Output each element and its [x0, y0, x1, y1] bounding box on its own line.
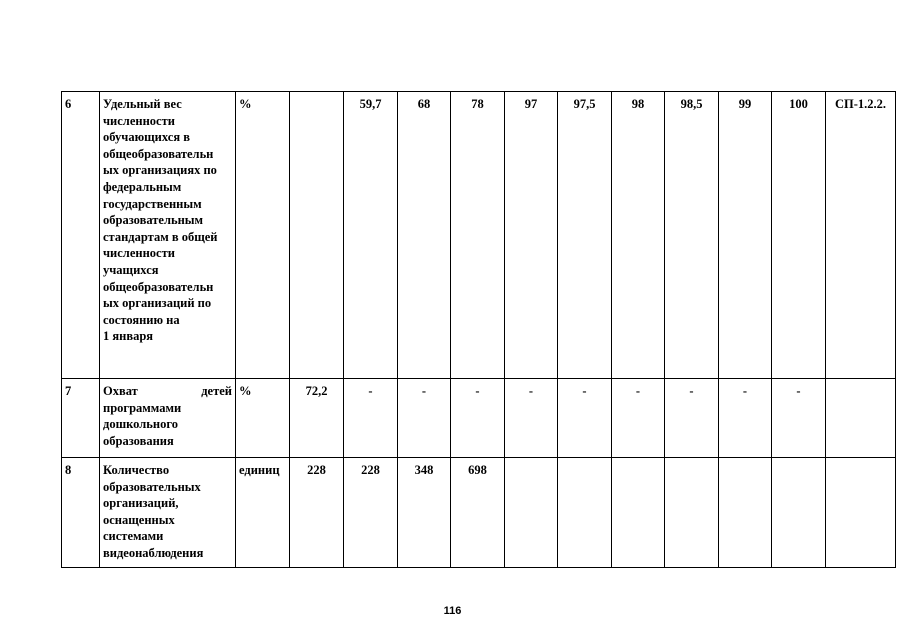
value-cell	[719, 458, 772, 568]
name-line: видеонаблюдения	[103, 545, 204, 560]
name-line: организаций,	[103, 496, 179, 511]
name-line: Удельный вес	[103, 97, 182, 111]
value-cell: 228	[344, 458, 398, 568]
value-cell	[290, 92, 344, 379]
reference-cell	[826, 379, 896, 458]
name-line: оснащенных	[103, 512, 175, 527]
name-line: состоянию на	[103, 312, 180, 327]
value-cell: 100	[772, 92, 826, 379]
reference-cell: СП-1.2.2.	[826, 92, 896, 379]
value-cell: -	[612, 379, 665, 458]
name-line: Количество	[103, 463, 170, 477]
value-cell: 97	[505, 92, 558, 379]
value-cell	[772, 458, 826, 568]
value-cell: 59,7	[344, 92, 398, 379]
value-cell	[505, 458, 558, 568]
value-cell: -	[451, 379, 505, 458]
name-line: 1 января	[103, 329, 154, 344]
table-row	[62, 458, 896, 568]
value-cell: -	[719, 379, 772, 458]
name-first-line	[103, 383, 232, 400]
indicator-table	[61, 91, 896, 568]
name-line: системами	[103, 529, 164, 544]
name-line: численности	[103, 246, 175, 261]
name-line: программами	[103, 400, 182, 415]
value-cell: 97,5	[558, 92, 612, 379]
name-line: образовательных	[103, 479, 201, 494]
value-cell: 98	[612, 92, 665, 379]
row-number: 6	[62, 92, 100, 379]
name-line: обучающихся в	[103, 130, 190, 145]
name-line: образования	[103, 433, 174, 448]
row-number: 8	[62, 458, 100, 568]
name-line: численности	[103, 113, 175, 128]
value-cell: 68	[398, 92, 451, 379]
value-cell: -	[344, 379, 398, 458]
name-line: федеральным	[103, 179, 182, 194]
table-row	[62, 379, 896, 458]
name-line: общеобразовательн	[103, 279, 214, 294]
value-cell: 348	[398, 458, 451, 568]
value-cell	[558, 458, 612, 568]
value-cell: 698	[451, 458, 505, 568]
value-cell: 228	[290, 458, 344, 568]
page-number: 116	[443, 605, 462, 617]
name-line: общеобразовательн	[103, 146, 214, 161]
value-cell: -	[398, 379, 451, 458]
name-line: учащихся	[103, 262, 159, 277]
unit-cell: %	[236, 379, 290, 458]
name-line: стандартам в общей	[103, 229, 218, 244]
name-line: дошкольного	[103, 417, 178, 432]
indicator-name	[100, 379, 236, 458]
value-cell: -	[558, 379, 612, 458]
value-cell	[612, 458, 665, 568]
indicator-name	[100, 458, 236, 568]
name-line: государственным	[103, 196, 202, 211]
value-cell: -	[772, 379, 826, 458]
table-row	[62, 92, 896, 379]
reference-cell	[826, 458, 896, 568]
value-cell: -	[665, 379, 719, 458]
value-cell: 98,5	[665, 92, 719, 379]
name-line: образовательным	[103, 213, 204, 228]
row-number: 7	[62, 379, 100, 458]
value-cell	[665, 458, 719, 568]
value-cell: -	[505, 379, 558, 458]
name-line: ых организациях по	[103, 163, 217, 178]
name-line: ых организаций по	[103, 296, 212, 311]
unit-cell: %	[236, 92, 290, 379]
value-cell: 72,2	[290, 379, 344, 458]
name-word: Охват	[103, 384, 138, 398]
value-cell: 78	[451, 92, 505, 379]
value-cell: 99	[719, 92, 772, 379]
unit-cell: единиц	[236, 458, 290, 568]
indicator-name	[100, 92, 236, 379]
name-word: детей	[201, 384, 232, 398]
